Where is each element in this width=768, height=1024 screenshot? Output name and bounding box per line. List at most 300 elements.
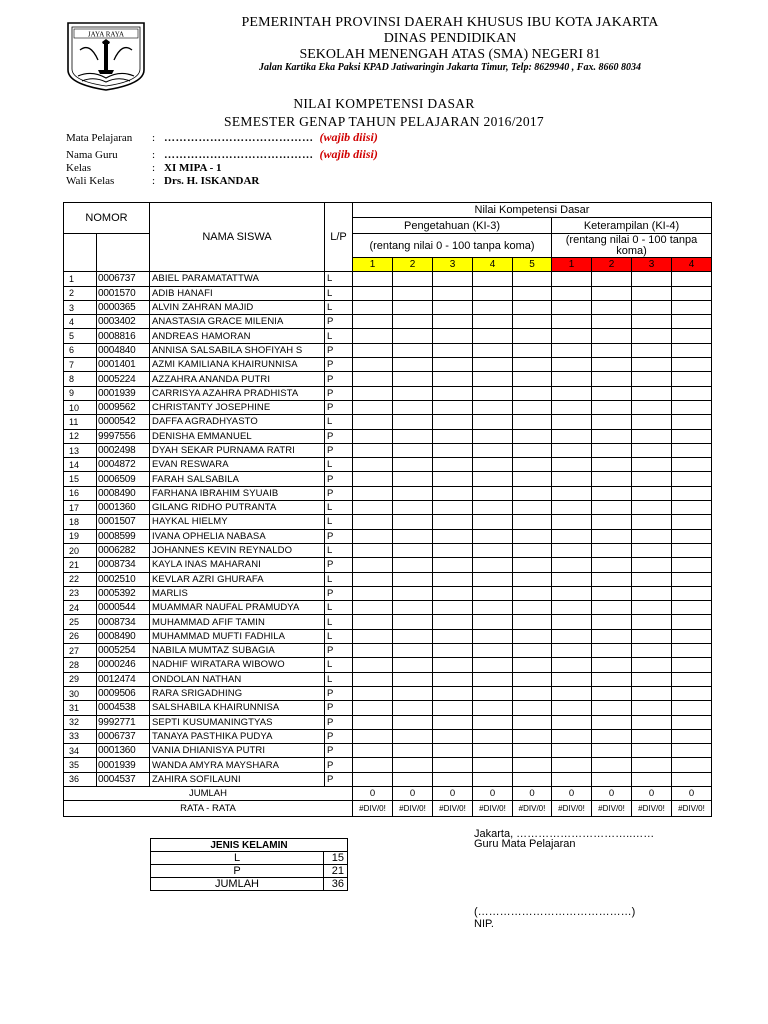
grade-cell[interactable] <box>552 615 592 629</box>
grade-cell[interactable] <box>433 429 473 443</box>
grade-cell[interactable] <box>592 372 632 386</box>
grade-cell[interactable] <box>473 772 513 786</box>
grade-cell[interactable] <box>552 758 592 772</box>
grade-cell[interactable] <box>353 744 393 758</box>
grade-cell[interactable] <box>552 343 592 357</box>
grade-cell[interactable] <box>592 644 632 658</box>
grade-cell[interactable] <box>473 686 513 700</box>
grade-cell[interactable] <box>393 529 433 543</box>
grade-cell[interactable] <box>592 458 632 472</box>
grade-cell[interactable] <box>473 429 513 443</box>
grade-cell[interactable] <box>632 515 672 529</box>
grade-cell[interactable] <box>632 429 672 443</box>
grade-cell[interactable] <box>433 358 473 372</box>
grade-cell[interactable] <box>513 343 552 357</box>
grade-cell[interactable] <box>672 558 712 572</box>
grade-cell[interactable] <box>552 729 592 743</box>
grade-cell[interactable] <box>632 615 672 629</box>
grade-cell[interactable] <box>513 558 552 572</box>
grade-cell[interactable] <box>473 601 513 615</box>
grade-cell[interactable] <box>393 415 433 429</box>
grade-cell[interactable] <box>552 300 592 314</box>
grade-cell[interactable] <box>353 529 393 543</box>
grade-cell[interactable] <box>513 415 552 429</box>
grade-cell[interactable] <box>473 701 513 715</box>
grade-cell[interactable] <box>473 400 513 414</box>
grade-cell[interactable] <box>353 615 393 629</box>
grade-cell[interactable] <box>552 315 592 329</box>
grade-cell[interactable] <box>433 601 473 615</box>
grade-cell[interactable] <box>592 358 632 372</box>
grade-cell[interactable] <box>632 558 672 572</box>
grade-cell[interactable] <box>672 415 712 429</box>
grade-cell[interactable] <box>632 601 672 615</box>
grade-cell[interactable] <box>552 386 592 400</box>
grade-cell[interactable] <box>592 729 632 743</box>
grade-cell[interactable] <box>632 701 672 715</box>
grade-cell[interactable] <box>353 472 393 486</box>
grade-cell[interactable] <box>393 729 433 743</box>
grade-cell[interactable] <box>672 586 712 600</box>
grade-cell[interactable] <box>672 400 712 414</box>
grade-cell[interactable] <box>473 729 513 743</box>
grade-cell[interactable] <box>592 658 632 672</box>
grade-cell[interactable] <box>433 501 473 515</box>
grade-cell[interactable] <box>632 744 672 758</box>
grade-cell[interactable] <box>592 400 632 414</box>
grade-cell[interactable] <box>353 329 393 343</box>
grade-cell[interactable] <box>513 429 552 443</box>
grade-cell[interactable] <box>592 744 632 758</box>
grade-cell[interactable] <box>632 772 672 786</box>
grade-cell[interactable] <box>552 715 592 729</box>
grade-cell[interactable] <box>672 744 712 758</box>
grade-cell[interactable] <box>473 586 513 600</box>
grade-cell[interactable] <box>672 486 712 500</box>
grade-cell[interactable] <box>632 586 672 600</box>
grade-cell[interactable] <box>473 343 513 357</box>
grade-cell[interactable] <box>672 758 712 772</box>
grade-cell[interactable] <box>592 329 632 343</box>
grade-cell[interactable] <box>632 272 672 286</box>
grade-cell[interactable] <box>592 572 632 586</box>
grade-cell[interactable] <box>552 672 592 686</box>
grade-cell[interactable] <box>393 558 433 572</box>
grade-cell[interactable] <box>632 729 672 743</box>
grade-cell[interactable] <box>473 372 513 386</box>
grade-cell[interactable] <box>473 329 513 343</box>
grade-cell[interactable] <box>592 686 632 700</box>
grade-cell[interactable] <box>393 286 433 300</box>
grade-cell[interactable] <box>552 372 592 386</box>
grade-cell[interactable] <box>473 644 513 658</box>
grade-cell[interactable] <box>592 286 632 300</box>
grade-cell[interactable] <box>393 472 433 486</box>
grade-cell[interactable] <box>473 501 513 515</box>
grade-cell[interactable] <box>473 272 513 286</box>
mapel-value[interactable]: ………………………………… <box>164 132 314 144</box>
grade-cell[interactable] <box>433 586 473 600</box>
grade-cell[interactable] <box>393 501 433 515</box>
grade-cell[interactable] <box>672 286 712 300</box>
grade-cell[interactable] <box>672 343 712 357</box>
grade-cell[interactable] <box>353 372 393 386</box>
grade-cell[interactable] <box>513 286 552 300</box>
grade-cell[interactable] <box>552 644 592 658</box>
grade-cell[interactable] <box>433 543 473 557</box>
grade-cell[interactable] <box>473 358 513 372</box>
grade-cell[interactable] <box>393 615 433 629</box>
grade-cell[interactable] <box>672 644 712 658</box>
grade-cell[interactable] <box>353 715 393 729</box>
grade-cell[interactable] <box>353 443 393 457</box>
grade-cell[interactable] <box>473 472 513 486</box>
grade-cell[interactable] <box>473 286 513 300</box>
grade-cell[interactable] <box>672 629 712 643</box>
grade-cell[interactable] <box>632 486 672 500</box>
grade-cell[interactable] <box>592 472 632 486</box>
grade-cell[interactable] <box>552 772 592 786</box>
grade-cell[interactable] <box>513 658 552 672</box>
grade-cell[interactable] <box>353 586 393 600</box>
grade-cell[interactable] <box>592 715 632 729</box>
grade-cell[interactable] <box>672 715 712 729</box>
grade-cell[interactable] <box>513 729 552 743</box>
grade-cell[interactable] <box>433 415 473 429</box>
grade-cell[interactable] <box>473 443 513 457</box>
grade-cell[interactable] <box>592 586 632 600</box>
grade-cell[interactable] <box>592 343 632 357</box>
grade-cell[interactable] <box>592 629 632 643</box>
grade-cell[interactable] <box>513 400 552 414</box>
grade-cell[interactable] <box>672 515 712 529</box>
grade-cell[interactable] <box>592 315 632 329</box>
grade-cell[interactable] <box>353 286 393 300</box>
grade-cell[interactable] <box>632 629 672 643</box>
grade-cell[interactable] <box>632 529 672 543</box>
grade-cell[interactable] <box>393 486 433 500</box>
grade-cell[interactable] <box>672 529 712 543</box>
grade-cell[interactable] <box>393 572 433 586</box>
grade-cell[interactable] <box>592 486 632 500</box>
grade-cell[interactable] <box>433 329 473 343</box>
grade-cell[interactable] <box>632 715 672 729</box>
grade-cell[interactable] <box>672 601 712 615</box>
grade-cell[interactable] <box>592 515 632 529</box>
grade-cell[interactable] <box>473 615 513 629</box>
grade-cell[interactable] <box>552 358 592 372</box>
grade-cell[interactable] <box>672 372 712 386</box>
grade-cell[interactable] <box>433 472 473 486</box>
grade-cell[interactable] <box>632 286 672 300</box>
grade-cell[interactable] <box>513 572 552 586</box>
grade-cell[interactable] <box>552 472 592 486</box>
grade-cell[interactable] <box>632 329 672 343</box>
grade-cell[interactable] <box>592 386 632 400</box>
grade-cell[interactable] <box>433 729 473 743</box>
grade-cell[interactable] <box>632 386 672 400</box>
grade-cell[interactable] <box>592 615 632 629</box>
grade-cell[interactable] <box>433 715 473 729</box>
grade-cell[interactable] <box>433 629 473 643</box>
grade-cell[interactable] <box>353 343 393 357</box>
grade-cell[interactable] <box>552 486 592 500</box>
grade-cell[interactable] <box>513 329 552 343</box>
grade-cell[interactable] <box>672 501 712 515</box>
grade-cell[interactable] <box>353 501 393 515</box>
grade-cell[interactable] <box>393 443 433 457</box>
grade-cell[interactable] <box>552 329 592 343</box>
grade-cell[interactable] <box>513 672 552 686</box>
grade-cell[interactable] <box>433 615 473 629</box>
grade-cell[interactable] <box>632 358 672 372</box>
grade-cell[interactable] <box>592 529 632 543</box>
grade-cell[interactable] <box>473 558 513 572</box>
grade-cell[interactable] <box>393 629 433 643</box>
grade-cell[interactable] <box>433 758 473 772</box>
grade-cell[interactable] <box>433 744 473 758</box>
grade-cell[interactable] <box>353 629 393 643</box>
grade-cell[interactable] <box>632 315 672 329</box>
grade-cell[interactable] <box>513 629 552 643</box>
grade-cell[interactable] <box>433 372 473 386</box>
grade-cell[interactable] <box>353 558 393 572</box>
grade-cell[interactable] <box>672 472 712 486</box>
grade-cell[interactable] <box>592 543 632 557</box>
grade-cell[interactable] <box>473 315 513 329</box>
grade-cell[interactable] <box>552 501 592 515</box>
grade-cell[interactable] <box>353 572 393 586</box>
grade-cell[interactable] <box>433 315 473 329</box>
grade-cell[interactable] <box>632 300 672 314</box>
grade-cell[interactable] <box>632 572 672 586</box>
grade-cell[interactable] <box>353 486 393 500</box>
grade-cell[interactable] <box>592 443 632 457</box>
grade-cell[interactable] <box>513 315 552 329</box>
grade-cell[interactable] <box>672 315 712 329</box>
grade-cell[interactable] <box>433 529 473 543</box>
guru-value[interactable]: ………………………………… <box>164 149 314 161</box>
grade-cell[interactable] <box>353 300 393 314</box>
grade-cell[interactable] <box>552 400 592 414</box>
grade-cell[interactable] <box>473 658 513 672</box>
grade-cell[interactable] <box>433 515 473 529</box>
grade-cell[interactable] <box>433 572 473 586</box>
grade-cell[interactable] <box>632 672 672 686</box>
grade-cell[interactable] <box>393 458 433 472</box>
grade-cell[interactable] <box>513 358 552 372</box>
grade-cell[interactable] <box>433 558 473 572</box>
grade-cell[interactable] <box>393 715 433 729</box>
grade-cell[interactable] <box>513 458 552 472</box>
grade-cell[interactable] <box>672 572 712 586</box>
grade-cell[interactable] <box>592 429 632 443</box>
grade-cell[interactable] <box>433 272 473 286</box>
grade-cell[interactable] <box>672 386 712 400</box>
grade-cell[interactable] <box>552 586 592 600</box>
grade-cell[interactable] <box>632 443 672 457</box>
grade-cell[interactable] <box>433 300 473 314</box>
grade-cell[interactable] <box>393 358 433 372</box>
grade-cell[interactable] <box>592 601 632 615</box>
grade-cell[interactable] <box>393 386 433 400</box>
grade-cell[interactable] <box>393 672 433 686</box>
grade-cell[interactable] <box>473 515 513 529</box>
grade-cell[interactable] <box>632 644 672 658</box>
grade-cell[interactable] <box>632 472 672 486</box>
grade-cell[interactable] <box>353 729 393 743</box>
grade-cell[interactable] <box>632 543 672 557</box>
grade-cell[interactable] <box>353 644 393 658</box>
grade-cell[interactable] <box>672 329 712 343</box>
grade-cell[interactable] <box>353 658 393 672</box>
grade-cell[interactable] <box>592 772 632 786</box>
grade-cell[interactable] <box>672 615 712 629</box>
grade-cell[interactable] <box>552 686 592 700</box>
grade-cell[interactable] <box>632 501 672 515</box>
grade-cell[interactable] <box>353 758 393 772</box>
grade-cell[interactable] <box>473 629 513 643</box>
grade-cell[interactable] <box>672 443 712 457</box>
grade-cell[interactable] <box>552 701 592 715</box>
grade-cell[interactable] <box>513 543 552 557</box>
grade-cell[interactable] <box>592 758 632 772</box>
grade-cell[interactable] <box>552 529 592 543</box>
grade-cell[interactable] <box>433 658 473 672</box>
grade-cell[interactable] <box>513 701 552 715</box>
grade-cell[interactable] <box>393 658 433 672</box>
grade-cell[interactable] <box>552 415 592 429</box>
grade-cell[interactable] <box>672 272 712 286</box>
grade-cell[interactable] <box>433 772 473 786</box>
grade-cell[interactable] <box>433 343 473 357</box>
grade-cell[interactable] <box>393 272 433 286</box>
grade-cell[interactable] <box>513 715 552 729</box>
grade-cell[interactable] <box>632 415 672 429</box>
grade-cell[interactable] <box>513 372 552 386</box>
grade-cell[interactable] <box>513 443 552 457</box>
grade-cell[interactable] <box>513 486 552 500</box>
grade-cell[interactable] <box>353 415 393 429</box>
grade-cell[interactable] <box>393 343 433 357</box>
grade-cell[interactable] <box>353 429 393 443</box>
grade-cell[interactable] <box>393 429 433 443</box>
grade-cell[interactable] <box>473 672 513 686</box>
grade-cell[interactable] <box>473 300 513 314</box>
grade-cell[interactable] <box>552 458 592 472</box>
grade-cell[interactable] <box>433 443 473 457</box>
grade-cell[interactable] <box>513 772 552 786</box>
grade-cell[interactable] <box>552 443 592 457</box>
grade-cell[interactable] <box>672 658 712 672</box>
grade-cell[interactable] <box>592 415 632 429</box>
grade-cell[interactable] <box>592 501 632 515</box>
grade-cell[interactable] <box>552 286 592 300</box>
grade-cell[interactable] <box>473 572 513 586</box>
grade-cell[interactable] <box>473 458 513 472</box>
grade-cell[interactable] <box>393 329 433 343</box>
grade-cell[interactable] <box>473 715 513 729</box>
grade-cell[interactable] <box>353 686 393 700</box>
grade-cell[interactable] <box>393 758 433 772</box>
grade-cell[interactable] <box>513 615 552 629</box>
grade-cell[interactable] <box>433 644 473 658</box>
grade-cell[interactable] <box>473 415 513 429</box>
grade-cell[interactable] <box>552 572 592 586</box>
grade-cell[interactable] <box>353 701 393 715</box>
grade-cell[interactable] <box>393 686 433 700</box>
grade-cell[interactable] <box>672 772 712 786</box>
grade-cell[interactable] <box>433 486 473 500</box>
grade-cell[interactable] <box>552 515 592 529</box>
grade-cell[interactable] <box>473 529 513 543</box>
grade-cell[interactable] <box>393 315 433 329</box>
grade-cell[interactable] <box>353 543 393 557</box>
grade-cell[interactable] <box>393 515 433 529</box>
grade-cell[interactable] <box>632 400 672 414</box>
grade-cell[interactable] <box>353 315 393 329</box>
grade-cell[interactable] <box>513 758 552 772</box>
grade-cell[interactable] <box>552 629 592 643</box>
grade-cell[interactable] <box>513 644 552 658</box>
grade-cell[interactable] <box>433 386 473 400</box>
grade-cell[interactable] <box>632 372 672 386</box>
grade-cell[interactable] <box>353 672 393 686</box>
grade-cell[interactable] <box>513 501 552 515</box>
grade-cell[interactable] <box>473 744 513 758</box>
grade-cell[interactable] <box>592 300 632 314</box>
grade-cell[interactable] <box>552 601 592 615</box>
grade-cell[interactable] <box>552 272 592 286</box>
grade-cell[interactable] <box>592 272 632 286</box>
grade-cell[interactable] <box>672 672 712 686</box>
grade-cell[interactable] <box>353 386 393 400</box>
grade-cell[interactable] <box>353 400 393 414</box>
grade-cell[interactable] <box>672 686 712 700</box>
grade-cell[interactable] <box>393 372 433 386</box>
grade-cell[interactable] <box>353 772 393 786</box>
grade-cell[interactable] <box>433 458 473 472</box>
grade-cell[interactable] <box>592 701 632 715</box>
grade-cell[interactable] <box>513 272 552 286</box>
grade-cell[interactable] <box>513 472 552 486</box>
grade-cell[interactable] <box>552 658 592 672</box>
grade-cell[interactable] <box>393 644 433 658</box>
grade-cell[interactable] <box>473 543 513 557</box>
grade-cell[interactable] <box>552 558 592 572</box>
grade-cell[interactable] <box>592 558 632 572</box>
grade-cell[interactable] <box>433 286 473 300</box>
grade-cell[interactable] <box>433 672 473 686</box>
grade-cell[interactable] <box>513 586 552 600</box>
grade-cell[interactable] <box>552 429 592 443</box>
grade-cell[interactable] <box>353 601 393 615</box>
grade-cell[interactable] <box>353 272 393 286</box>
grade-cell[interactable] <box>672 300 712 314</box>
grade-cell[interactable] <box>473 486 513 500</box>
grade-cell[interactable] <box>592 672 632 686</box>
grade-cell[interactable] <box>393 601 433 615</box>
grade-cell[interactable] <box>353 515 393 529</box>
grade-cell[interactable] <box>672 701 712 715</box>
grade-cell[interactable] <box>433 686 473 700</box>
grade-cell[interactable] <box>513 686 552 700</box>
grade-cell[interactable] <box>513 529 552 543</box>
grade-cell[interactable] <box>353 358 393 372</box>
grade-cell[interactable] <box>513 300 552 314</box>
grade-cell[interactable] <box>632 343 672 357</box>
grade-cell[interactable] <box>433 701 473 715</box>
